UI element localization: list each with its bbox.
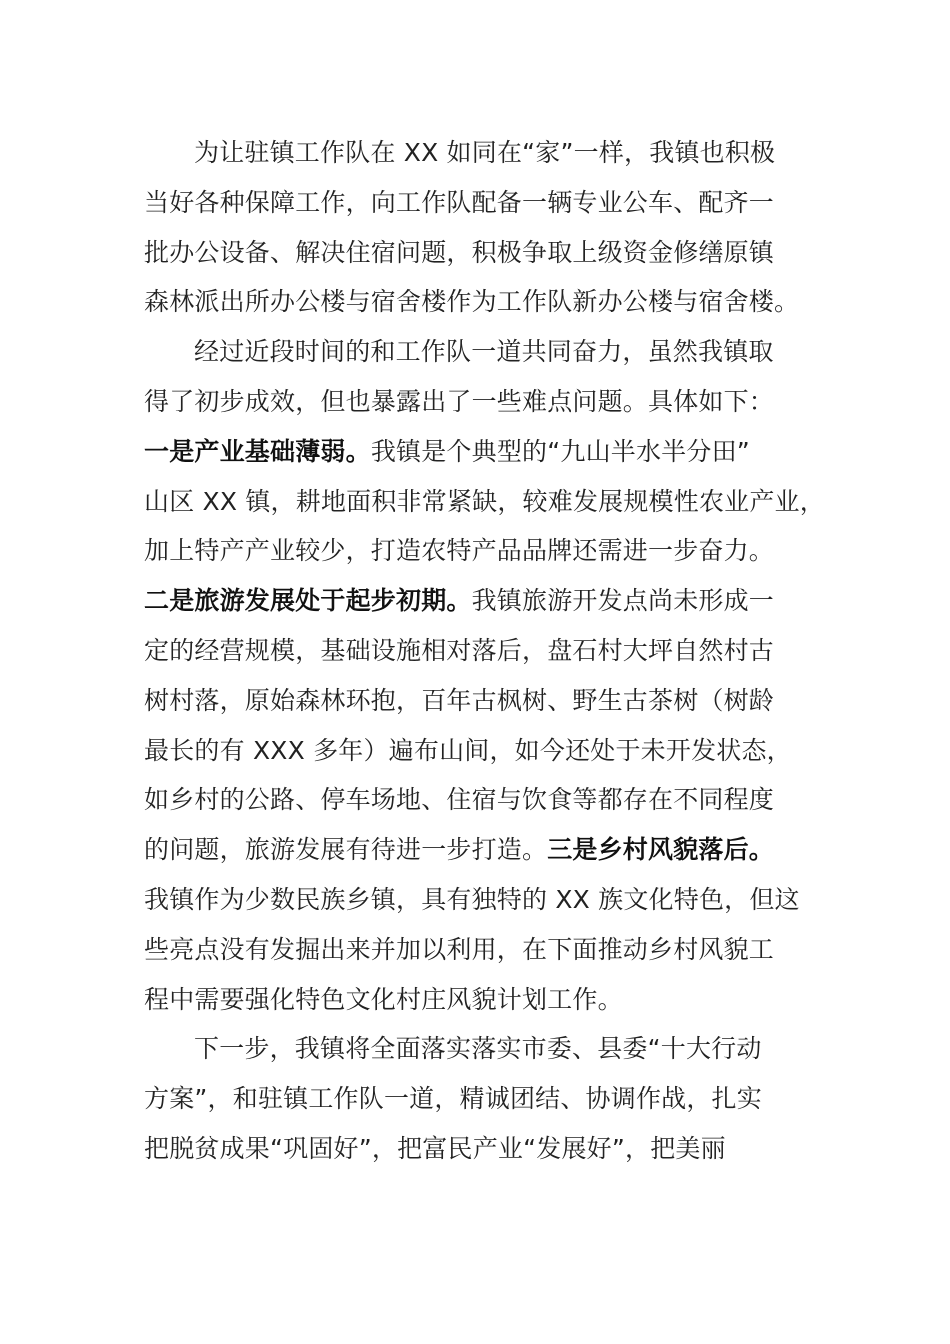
text-line: 山区 XX 镇，耕地面积非常紧缺，较难发展规模性农业产业， xyxy=(144,486,825,516)
text-line: 一是产业基础薄弱。我镇是个典型的“九山半水半分田” xyxy=(144,436,750,466)
text-line: 森林派出所办公楼与宿舍楼作为工作队新办公楼与宿舍楼。 xyxy=(144,287,800,317)
bold-heading: 二是旅游发展处于起步初期。 xyxy=(144,586,472,616)
text-line: 些亮点没有发掘出来并加以利用，在下面推动乡村风貌工 xyxy=(144,934,775,964)
text-line: 程中需要强化特色文化村庄风貌计划工作。 xyxy=(144,984,623,1014)
document-body xyxy=(144,128,824,1174)
text-line: 下一步，我镇将全面落实落实市委、县委“十大行动 xyxy=(194,1034,762,1064)
text-line: 定的经营规模，基础设施相对落后，盘石村大坪自然村古 xyxy=(144,635,775,665)
text-line: 树村落，原始森林环抱，百年古枫树、野生古茶树（树龄 xyxy=(144,685,775,715)
text-line: 批办公设备、解决住宿问题，积极争取上级资金修缮原镇 xyxy=(144,237,775,267)
text-line: 当好各种保障工作，向工作队配备一辆专业公车、配齐一 xyxy=(144,187,775,217)
text-line: 得了初步成效，但也暴露出了一些难点问题。具体如下： xyxy=(144,386,775,416)
text-line: 加上特产产业较少，打造农特产品品牌还需进一步奋力。 xyxy=(144,536,775,566)
text-line: 二是旅游发展处于起步初期。我镇旅游开发点尚未形成一 xyxy=(144,586,775,616)
bold-heading: 三是乡村风貌落后。 xyxy=(547,835,775,865)
text-line: 最长的有 XXX 多年）遍布山间，如今还处于未开发状态， xyxy=(144,735,792,765)
text-line: 的问题，旅游发展有待进一步打造。三是乡村风貌落后。 xyxy=(144,835,775,865)
text-line: 经过近段时间的和工作队一道共同奋力，虽然我镇取 xyxy=(194,337,774,367)
bold-heading: 一是产业基础薄弱。 xyxy=(144,436,371,466)
text-line: 方案”，和驻镇工作队一道，精诚团结、协调作战，扎实 xyxy=(144,1084,762,1114)
text-line: 如乡村的公路、停车场地、住宿与饮食等都存在不同程度 xyxy=(144,785,775,815)
text-line: 为让驻镇工作队在 XX 如同在“家”一样，我镇也积极 xyxy=(194,138,776,167)
text-line: 把脱贫成果“巩固好”，把富民产业“发展好”，把美丽 xyxy=(144,1133,726,1163)
text-line: 我镇作为少数民族乡镇，具有独特的 XX 族文化特色，但这 xyxy=(144,884,800,914)
